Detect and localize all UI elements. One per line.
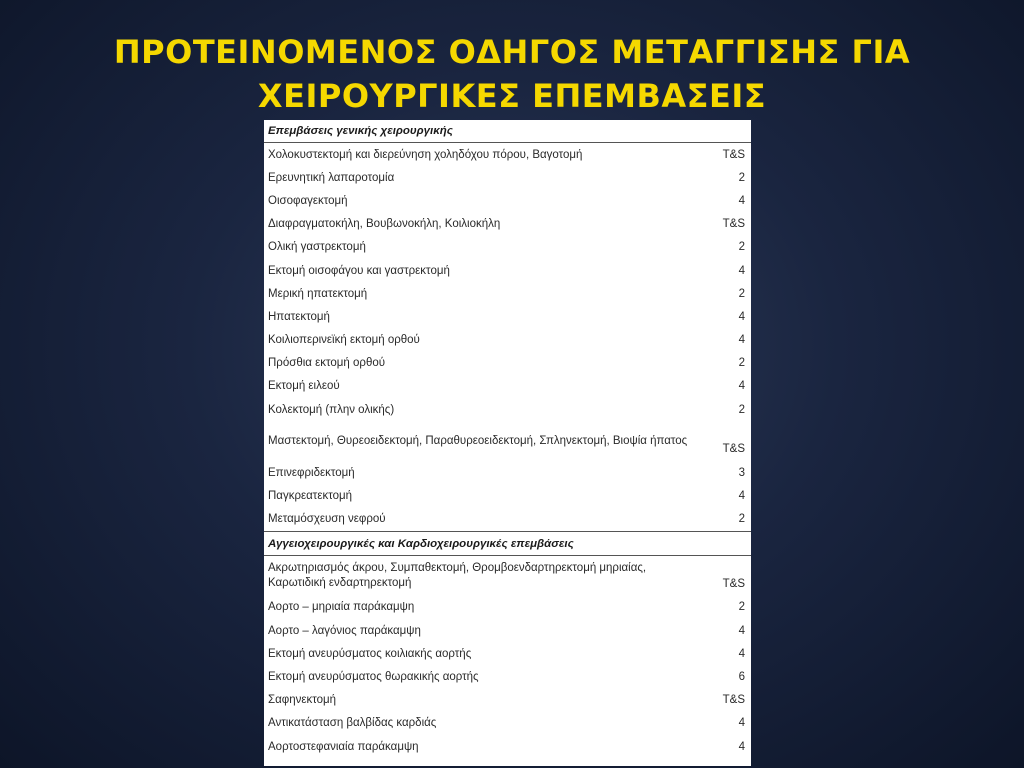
units-cell: 4 — [738, 647, 745, 660]
procedure-cell: Ερευνητική λαπαροτομία — [268, 171, 395, 184]
units-cell: 2 — [738, 287, 745, 300]
transfusion-table-image — [264, 120, 751, 766]
procedure-cell: Αντικατάσταση βαλβίδας καρδιάς — [268, 717, 437, 730]
procedure-cell: Κολεκτομή (πλην ολικής) — [268, 403, 395, 416]
units-cell: 4 — [738, 194, 745, 207]
section-header-row — [264, 531, 751, 555]
table-row — [264, 398, 751, 421]
procedure-cell: Ολική γαστρεκτομή — [268, 241, 366, 254]
units-cell: 4 — [738, 717, 745, 730]
units-cell: 2 — [738, 601, 745, 614]
table-row — [264, 619, 751, 642]
table-row — [264, 461, 751, 484]
table-row — [264, 259, 751, 282]
section-header: Αγγειοχειρουργικές και Καρδιοχειρουργικές επεμβάσεις — [264, 531, 751, 555]
procedure-cell: Μερική ηπατεκτομή — [268, 287, 368, 300]
table-row — [264, 305, 751, 328]
units-cell: 4 — [738, 334, 745, 347]
procedure-cell: Οισοφαγεκτομή — [268, 194, 348, 207]
table-row — [264, 596, 751, 619]
section-header: Επεμβάσεις γενικής χειρουργικής — [264, 120, 751, 143]
procedure-cell: Επινεφριδεκτομή — [268, 466, 355, 479]
table-row — [264, 352, 751, 375]
procedure-cell: Εκτομή οισοφάγου και γαστρεκτομή — [268, 264, 450, 277]
slide-title-line-1: ΠΡΟΤΕΙΝΟΜΕΝΟΣ ΟΔΗΓΟΣ ΜΕΤΑΓΓΙΣΗΣ ΓΙΑ — [113, 33, 911, 71]
units-cell: 4 — [738, 624, 745, 637]
units-cell: T&S — [722, 148, 745, 161]
procedure-cell: Εκτομή ανευρύσματος κοιλιακής αορτής — [268, 647, 472, 660]
units-cell: T&S — [722, 694, 745, 707]
units-cell: T&S — [722, 577, 745, 590]
procedure-cell: Μαστεκτομή, Θυρεοειδεκτομή, Παραθυρεοειδεκτομή, Σπληνεκτομή, Βιοψία ήπατος — [268, 434, 688, 447]
table-row — [264, 735, 751, 758]
section-header-row — [264, 120, 751, 143]
table-row — [264, 665, 751, 688]
table-row — [264, 508, 751, 532]
procedure-cell: Αορτο – λαγόνιος παράκαμψη — [268, 624, 421, 637]
procedure-cell: Πρόσθια εκτομή ορθού — [268, 357, 386, 370]
procedure-cell: Αορτο – μηριαία παράκαμψη — [268, 601, 415, 614]
units-cell: T&S — [722, 218, 745, 231]
table-row — [264, 375, 751, 398]
table-row — [264, 421, 751, 461]
table-row — [264, 189, 751, 212]
units-cell: 3 — [738, 466, 745, 479]
units-cell: 4 — [738, 740, 745, 753]
units-cell: 2 — [738, 171, 745, 184]
procedure-cell: Κοιλιοπερινεϊκή εκτομή ορθού — [268, 334, 420, 347]
procedure-cell: Μεταμόσχευση νεφρού — [268, 513, 386, 526]
units-cell: 2 — [738, 241, 745, 254]
procedure-cell: Εκτομή ειλεού — [268, 380, 340, 393]
units-cell: 4 — [738, 310, 745, 323]
slide-title-line-2: ΧΕΙΡΟΥΡΓΙΚΕΣ ΕΠΕΜΒΑΣΕΙΣ — [257, 77, 767, 115]
table-row — [264, 484, 751, 507]
units-cell: 2 — [738, 403, 745, 416]
procedure-cell: Ακρωτηριασμός άκρου, Συμπαθεκτομή, Θρομβοενδαρτηρεκτομή μηριαίας, Καρωτιδική ενδαρτηρεκτομή — [268, 561, 647, 589]
procedure-cell: Αορτοστεφανιαία παράκαμψη — [268, 740, 419, 753]
table-row — [264, 166, 751, 189]
table-row — [264, 555, 751, 596]
units-cell: 2 — [738, 357, 745, 370]
table-row — [264, 213, 751, 236]
table-row — [264, 689, 751, 712]
units-cell: 2 — [738, 513, 745, 526]
procedure-cell: Παγκρεατεκτομή — [268, 490, 352, 503]
units-cell: 4 — [738, 380, 745, 393]
procedure-cell: Χολοκυστεκτομή και διερεύνηση χοληδόχου πόρου, Βαγοτομή — [268, 148, 583, 161]
units-cell: 4 — [738, 264, 745, 277]
table-row — [264, 329, 751, 352]
table-row — [264, 712, 751, 735]
procedure-cell: Εκτομή ανευρύσματος θωρακικής αορτής — [268, 670, 479, 683]
procedure-cell: Διαφραγματοκήλη, Βουβωνοκήλη, Κοιλιοκήλη — [268, 218, 501, 231]
procedure-cell: Ηπατεκτομή — [268, 310, 330, 323]
procedure-cell: Σαφηνεκτομή — [268, 694, 337, 707]
table-row — [264, 282, 751, 305]
transfusion-table — [264, 120, 751, 758]
table-row — [264, 642, 751, 665]
units-cell: 4 — [738, 490, 745, 503]
table-row — [264, 143, 751, 167]
units-cell: T&S — [722, 443, 745, 456]
units-cell: 6 — [738, 670, 745, 683]
slide-title — [0, 30, 1024, 118]
table-row — [264, 236, 751, 259]
